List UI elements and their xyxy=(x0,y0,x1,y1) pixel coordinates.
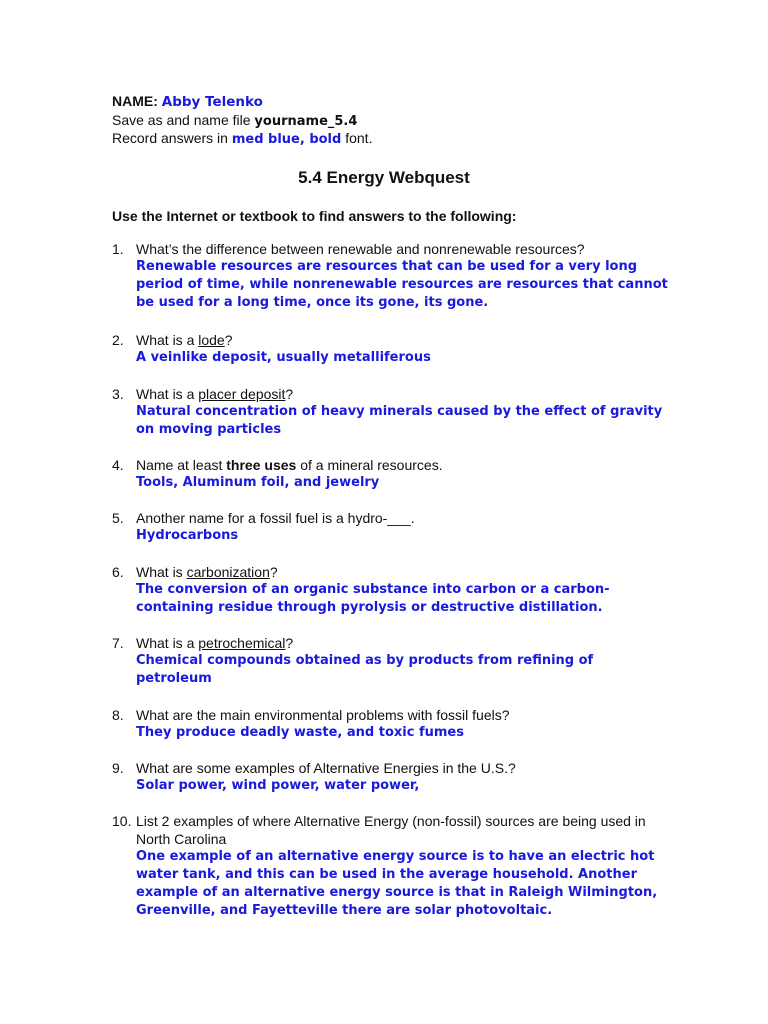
save-prefix: Save as and name file xyxy=(112,111,255,128)
emphasis-three-uses: three uses xyxy=(226,457,297,473)
save-instruction xyxy=(112,112,372,131)
question-text: What is a petrochemical? xyxy=(136,635,294,651)
question-1 xyxy=(112,240,672,312)
record-style: med blue, bold xyxy=(231,132,342,147)
record-prefix: Record answers in xyxy=(112,130,232,146)
answer-text: Natural concentration of heavy minerals caused by the effect of gravity on moving particles xyxy=(136,404,663,437)
question-5 xyxy=(112,509,672,545)
question-text: Name at least three uses of a mineral resources. xyxy=(136,457,443,473)
question-4 xyxy=(112,456,672,492)
answer-text: A veinlike deposit, usually metalliferous xyxy=(136,350,431,365)
answer-text: They produce deadly waste, and toxic fumes xyxy=(136,725,464,740)
answer-text: Solar power, wind power, water power, xyxy=(136,778,420,793)
question-number: 7. xyxy=(112,635,124,651)
question-6 xyxy=(112,563,672,617)
answer-text: Renewable resources are resources that can be used for a very long period of time, while nonrenewable resources are resources that cannot be used for a long time, once its gone, its gone. xyxy=(136,259,668,310)
name-line xyxy=(112,93,372,112)
question-text: What is a placer deposit? xyxy=(136,386,294,402)
question-text: What is a lode? xyxy=(136,332,233,348)
answer-text: One example of an alternative energy source is to have an electric hot water tank, and this can be used in the average household. Another example of an alternative energy source is that in Raleigh Wilmington, Greenville, and Fayetteville there are solar photovoltaic. xyxy=(136,849,658,918)
question-number: 2. xyxy=(112,332,124,348)
question-10 xyxy=(112,812,672,920)
header-block xyxy=(112,93,372,149)
record-suffix: font. xyxy=(341,130,373,146)
question-number: 4. xyxy=(112,457,124,473)
question-text: What are some examples of Alternative Energies in the U.S.? xyxy=(136,760,516,776)
question-number: 6. xyxy=(112,564,124,580)
question-8 xyxy=(112,706,672,742)
question-3 xyxy=(112,385,672,439)
instructions: Use the Internet or textbook to find answers to the following: xyxy=(112,208,517,224)
question-7 xyxy=(112,634,672,688)
question-text: List 2 examples of where Alternative Energy (non-fossil) sources are being used in North Carolina xyxy=(136,813,646,847)
term-placer-deposit: placer deposit xyxy=(198,386,286,402)
question-number: 5. xyxy=(112,510,124,526)
answer-text: Chemical compounds obtained as by products from refining of petroleum xyxy=(136,653,594,686)
question-text: What are the main environmental problems with fossil fuels? xyxy=(136,707,510,723)
answer-text: Hydrocarbons xyxy=(136,528,239,543)
question-number: 9. xyxy=(112,760,124,776)
student-name: Abby Telenko xyxy=(161,94,263,110)
question-number: 1. xyxy=(112,241,124,257)
question-2 xyxy=(112,331,672,367)
page-title: 5.4 Energy Webquest xyxy=(298,168,470,187)
answer-text: Tools, Aluminum foil, and jewelry xyxy=(136,475,380,490)
question-text: What is carbonization? xyxy=(136,564,278,580)
question-text: What’s the difference between renewable and nonrenewable resources? xyxy=(136,241,585,257)
question-number: 8. xyxy=(112,707,124,723)
save-filename: yourname_5.4 xyxy=(254,113,358,129)
name-label: NAME: xyxy=(112,93,158,109)
question-number: 3. xyxy=(112,386,124,402)
record-instruction xyxy=(112,130,372,149)
term-petrochemical: petrochemical xyxy=(198,635,286,651)
question-text: Another name for a fossil fuel is a hydro-___. xyxy=(136,510,415,526)
answer-text: The conversion of an organic substance into carbon or a carbon-containing residue through pyrolysis or destructive distillation. xyxy=(136,582,610,615)
question-9 xyxy=(112,759,672,795)
question-number: 10. xyxy=(112,813,132,829)
term-carbonization: carbonization xyxy=(186,564,270,580)
term-lode: lode xyxy=(198,332,225,348)
